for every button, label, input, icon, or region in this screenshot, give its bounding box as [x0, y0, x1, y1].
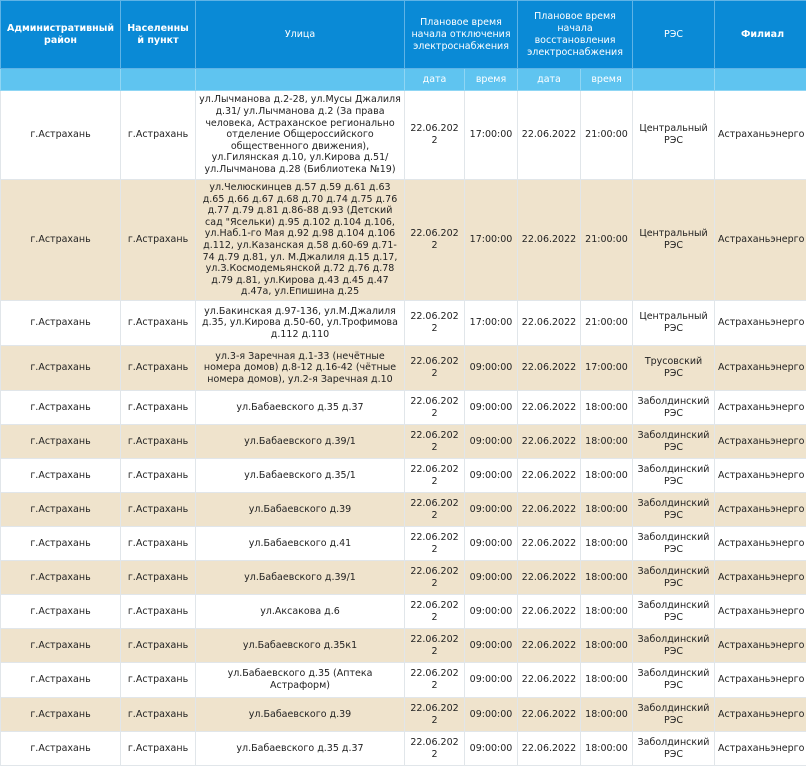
cell-district: г.Астрахань: [1, 391, 121, 425]
cell-on-time: 18:00:00: [581, 698, 633, 732]
cell-locality: г.Астрахань: [121, 732, 196, 766]
subheader-empty: [715, 69, 806, 91]
cell-off-time: 09:00:00: [465, 459, 518, 493]
cell-off-time: 09:00:00: [465, 391, 518, 425]
cell-off-date: 22.06.2022: [405, 629, 465, 663]
cell-district: г.Астрахань: [1, 91, 121, 180]
cell-res: Заболдинский РЭС: [633, 527, 715, 561]
cell-res: Заболдинский РЭС: [633, 629, 715, 663]
cell-off-date: 22.06.2022: [405, 732, 465, 766]
cell-street: ул.Бабаевского д.39: [196, 698, 405, 732]
cell-district: г.Астрахань: [1, 561, 121, 595]
table-row: [1, 391, 806, 425]
cell-district: г.Астрахань: [1, 629, 121, 663]
cell-on-time: 18:00:00: [581, 391, 633, 425]
cell-street: ул.Бабаевского д.35 д.37: [196, 391, 405, 425]
cell-locality: г.Астрахань: [121, 346, 196, 391]
subheader-row: [1, 69, 806, 91]
cell-branch: Астраханьэнерго: [715, 561, 806, 595]
cell-off-date: 22.06.2022: [405, 595, 465, 629]
cell-locality: г.Астрахань: [121, 698, 196, 732]
cell-locality: г.Астрахань: [121, 391, 196, 425]
table-row: [1, 346, 806, 391]
cell-street: ул.Бабаевского д.35/1: [196, 459, 405, 493]
header-restore-time: Плановое время начала восстановления электроснабжения: [518, 1, 633, 69]
cell-street: ул.Бабаевского д.35к1: [196, 629, 405, 663]
cell-res: Трусовский РЭС: [633, 346, 715, 391]
header-district: Административный район: [1, 1, 121, 69]
cell-locality: г.Астрахань: [121, 561, 196, 595]
cell-off-time: 09:00:00: [465, 527, 518, 561]
cell-off-time: 17:00:00: [465, 91, 518, 180]
cell-off-date: 22.06.2022: [405, 301, 465, 346]
cell-street: ул.Бакинская д.97-136, ул.М.Джалиля д.35, ул.Кирова д.50-60, ул.Трофимова д.112 д.110: [196, 301, 405, 346]
cell-res: Заболдинский РЭС: [633, 425, 715, 459]
cell-on-time: 18:00:00: [581, 629, 633, 663]
cell-locality: г.Астрахань: [121, 595, 196, 629]
cell-res: Заболдинский РЭС: [633, 561, 715, 595]
cell-off-time: 09:00:00: [465, 663, 518, 698]
cell-off-time: 09:00:00: [465, 698, 518, 732]
cell-on-time: 17:00:00: [581, 346, 633, 391]
cell-off-date: 22.06.2022: [405, 91, 465, 180]
cell-on-date: 22.06.2022: [518, 527, 581, 561]
table-row: [1, 732, 806, 766]
cell-res: Заболдинский РЭС: [633, 493, 715, 527]
cell-res: Центральный РЭС: [633, 301, 715, 346]
cell-locality: г.Астрахань: [121, 493, 196, 527]
cell-branch: Астраханьэнерго: [715, 180, 806, 301]
cell-district: г.Астрахань: [1, 301, 121, 346]
cell-district: г.Астрахань: [1, 459, 121, 493]
cell-off-time: 09:00:00: [465, 629, 518, 663]
table-row: [1, 301, 806, 346]
cell-off-date: 22.06.2022: [405, 425, 465, 459]
cell-res: Заболдинский РЭС: [633, 663, 715, 698]
cell-branch: Астраханьэнерго: [715, 301, 806, 346]
cell-street: ул.Бабаевского д.35 (Аптека Астраформ): [196, 663, 405, 698]
cell-street: ул.Бабаевского д.39/1: [196, 561, 405, 595]
cell-off-date: 22.06.2022: [405, 527, 465, 561]
cell-branch: Астраханьэнерго: [715, 698, 806, 732]
table-row: [1, 459, 806, 493]
cell-res: Центральный РЭС: [633, 180, 715, 301]
header-branch: Филиал: [715, 1, 806, 69]
header-street: Улица: [196, 1, 405, 69]
cell-locality: г.Астрахань: [121, 301, 196, 346]
cell-locality: г.Астрахань: [121, 629, 196, 663]
cell-off-date: 22.06.2022: [405, 391, 465, 425]
cell-on-time: 18:00:00: [581, 732, 633, 766]
table-row: [1, 561, 806, 595]
cell-res: Заболдинский РЭС: [633, 459, 715, 493]
cell-off-date: 22.06.2022: [405, 180, 465, 301]
cell-locality: г.Астрахань: [121, 425, 196, 459]
cell-on-time: 18:00:00: [581, 663, 633, 698]
cell-off-date: 22.06.2022: [405, 561, 465, 595]
cell-district: г.Астрахань: [1, 493, 121, 527]
cell-on-date: 22.06.2022: [518, 629, 581, 663]
cell-locality: г.Астрахань: [121, 459, 196, 493]
cell-off-time: 09:00:00: [465, 346, 518, 391]
subheader-empty: [1, 69, 121, 91]
cell-res: Центральный РЭС: [633, 91, 715, 180]
cell-on-time: 18:00:00: [581, 561, 633, 595]
cell-locality: г.Астрахань: [121, 663, 196, 698]
cell-district: г.Астрахань: [1, 346, 121, 391]
cell-branch: Астраханьэнерго: [715, 425, 806, 459]
cell-off-date: 22.06.2022: [405, 698, 465, 732]
cell-branch: Астраханьэнерго: [715, 527, 806, 561]
header-off-time: Плановое время начала отключения электроснабжения: [405, 1, 518, 69]
cell-on-date: 22.06.2022: [518, 346, 581, 391]
cell-on-time: 18:00:00: [581, 595, 633, 629]
cell-branch: Астраханьэнерго: [715, 629, 806, 663]
subheader-empty: [121, 69, 196, 91]
subheader-on-time: время: [581, 69, 633, 91]
cell-district: г.Астрахань: [1, 663, 121, 698]
cell-branch: Астраханьэнерго: [715, 391, 806, 425]
subheader-on-date: дата: [518, 69, 581, 91]
table-row: [1, 663, 806, 698]
table-row: [1, 180, 806, 301]
cell-on-time: 21:00:00: [581, 91, 633, 180]
cell-on-date: 22.06.2022: [518, 698, 581, 732]
cell-on-date: 22.06.2022: [518, 595, 581, 629]
cell-branch: Астраханьэнерго: [715, 732, 806, 766]
cell-on-date: 22.06.2022: [518, 459, 581, 493]
cell-on-time: 18:00:00: [581, 493, 633, 527]
cell-on-time: 18:00:00: [581, 425, 633, 459]
cell-locality: г.Астрахань: [121, 527, 196, 561]
cell-on-date: 22.06.2022: [518, 425, 581, 459]
cell-district: г.Астрахань: [1, 180, 121, 301]
header-row: [1, 1, 806, 69]
subheader-empty: [196, 69, 405, 91]
cell-off-date: 22.06.2022: [405, 663, 465, 698]
cell-street: ул.Бабаевского д.39/1: [196, 425, 405, 459]
cell-off-date: 22.06.2022: [405, 493, 465, 527]
cell-street: ул.Лычманова д.2-28, ул.Мусы Джалиля д.31/ ул.Лычманова д.2 (За права человека, Астраханское регионально отделение Общероссийского общественного движения), ул.Гилянская д.10, ул.Кирова д.51/ ул.Лычманова д.28 (Библиотека №19): [196, 91, 405, 180]
cell-branch: Астраханьэнерго: [715, 91, 806, 180]
cell-district: г.Астрахань: [1, 698, 121, 732]
cell-street: ул.Бабаевского д.39: [196, 493, 405, 527]
cell-locality: г.Астрахань: [121, 180, 196, 301]
cell-district: г.Астрахань: [1, 425, 121, 459]
cell-branch: Астраханьэнерго: [715, 663, 806, 698]
cell-off-time: 09:00:00: [465, 595, 518, 629]
cell-on-date: 22.06.2022: [518, 493, 581, 527]
cell-district: г.Астрахань: [1, 732, 121, 766]
cell-res: Заболдинский РЭС: [633, 391, 715, 425]
cell-locality: г.Астрахань: [121, 91, 196, 180]
cell-on-time: 18:00:00: [581, 459, 633, 493]
cell-on-date: 22.06.2022: [518, 561, 581, 595]
cell-off-date: 22.06.2022: [405, 346, 465, 391]
cell-on-date: 22.06.2022: [518, 91, 581, 180]
table-row: [1, 425, 806, 459]
cell-street: ул.Бабаевского д.35 д.37: [196, 732, 405, 766]
cell-off-time: 09:00:00: [465, 561, 518, 595]
cell-on-time: 21:00:00: [581, 301, 633, 346]
table-row: [1, 493, 806, 527]
table-row: [1, 595, 806, 629]
cell-branch: Астраханьэнерго: [715, 493, 806, 527]
subheader-empty: [633, 69, 715, 91]
cell-street: ул.3-я Заречная д.1-33 (нечётные номера домов) д.8-12 д.16-42 (чётные номера домов), ул.2-я Заречная д.10: [196, 346, 405, 391]
cell-res: Заболдинский РЭС: [633, 698, 715, 732]
cell-off-time: 09:00:00: [465, 732, 518, 766]
table-row: [1, 91, 806, 180]
header-locality: Населенный пункт: [121, 1, 196, 69]
cell-off-time: 17:00:00: [465, 180, 518, 301]
cell-off-date: 22.06.2022: [405, 459, 465, 493]
cell-street: ул.Аксакова д.6: [196, 595, 405, 629]
table-row: [1, 527, 806, 561]
cell-district: г.Астрахань: [1, 595, 121, 629]
table-row: [1, 629, 806, 663]
cell-res: Заболдинский РЭС: [633, 595, 715, 629]
cell-on-date: 22.06.2022: [518, 180, 581, 301]
cell-off-time: 17:00:00: [465, 301, 518, 346]
subheader-off-date: дата: [405, 69, 465, 91]
cell-street: ул.Бабаевского д.41: [196, 527, 405, 561]
cell-branch: Астраханьэнерго: [715, 459, 806, 493]
cell-on-date: 22.06.2022: [518, 301, 581, 346]
subheader-off-time: время: [465, 69, 518, 91]
cell-branch: Астраханьэнерго: [715, 595, 806, 629]
cell-on-date: 22.06.2022: [518, 391, 581, 425]
cell-on-date: 22.06.2022: [518, 732, 581, 766]
cell-off-time: 09:00:00: [465, 425, 518, 459]
header-res: РЭС: [633, 1, 715, 69]
cell-district: г.Астрахань: [1, 527, 121, 561]
cell-branch: Астраханьэнерго: [715, 346, 806, 391]
cell-street: ул.Челюскинцев д.57 д.59 д.61 д.63 д.65 д.66 д.67 д.68 д.70 д.74 д.75 д.76 д.77 д.79 д.81 д.86-88 д.93 (Детский сад "Ясельки) д.95 д.102 д.104 д.106, ул.Наб.1-го Мая д.92 д.98 д.104 д.106 д.112, ул.Казанская д.58 д.60-69 д.71-74 д.79 д.81, ул. М.Джалиля д.15 д.17, ул.З.Космодемьянской д.72 д.76 д.78 д.79 д.81, ул.Кирова д.43 д.45 д.47 д.47а, ул.Епишина д.25: [196, 180, 405, 301]
table-body: [1, 91, 806, 766]
cell-on-date: 22.06.2022: [518, 663, 581, 698]
table-row: [1, 698, 806, 732]
cell-off-time: 09:00:00: [465, 493, 518, 527]
cell-res: Заболдинский РЭС: [633, 732, 715, 766]
cell-on-time: 21:00:00: [581, 180, 633, 301]
cell-on-time: 18:00:00: [581, 527, 633, 561]
